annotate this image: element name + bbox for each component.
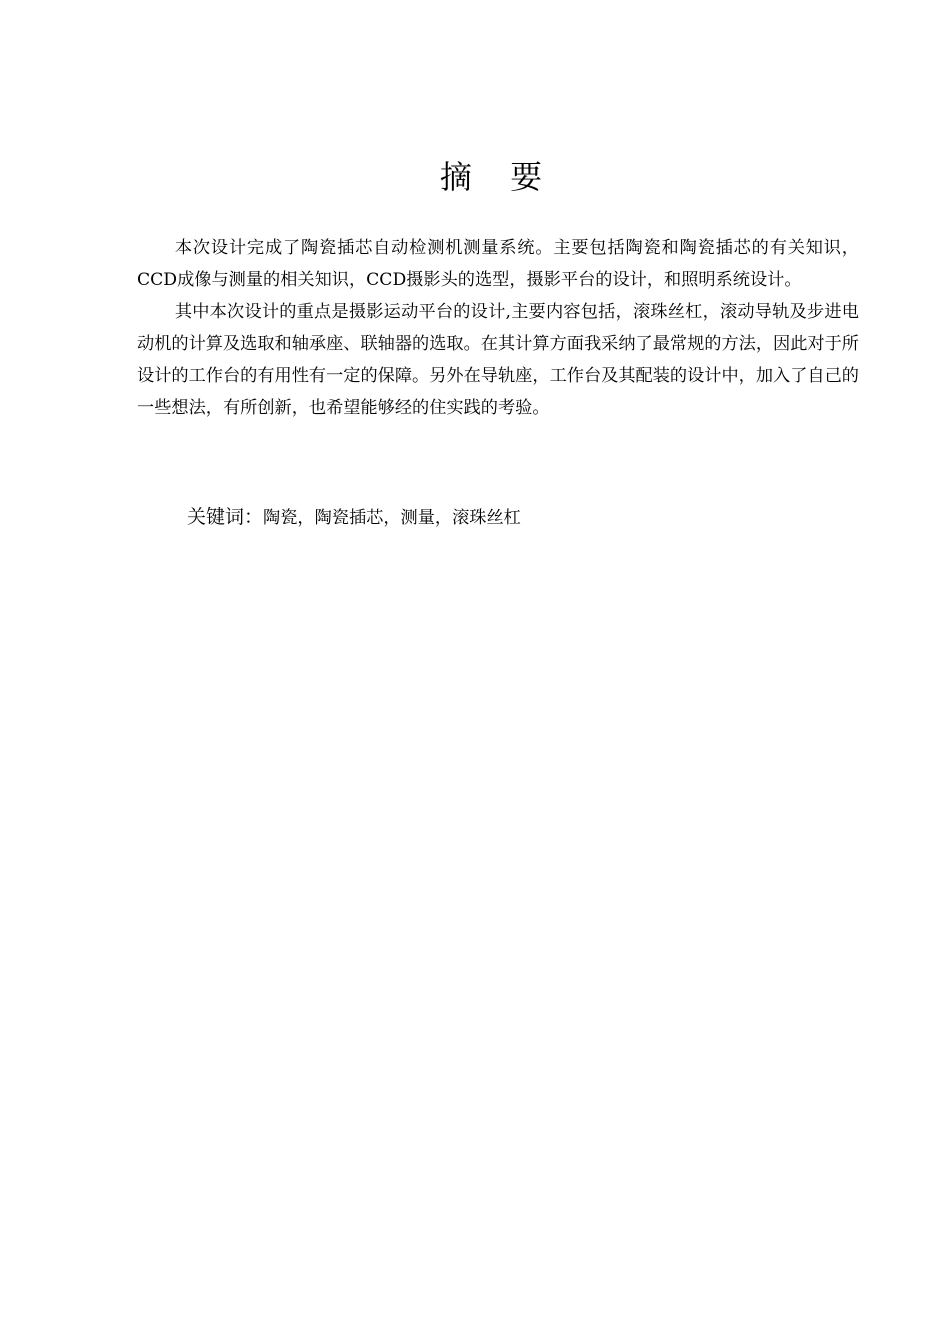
- abstract-paragraph-1: 本次设计完成了陶瓷插芯自动检测机测量系统。主要包括陶瓷和陶瓷插芯的有关知识，CCD成像与测量的相关知识，CCD摄影头的选型，摄影平台的设计，和照明系统设计。: [137, 238, 859, 290]
- abstract-paragraph-2: 其中本次设计的重点是摄影运动平台的设计,主要内容包括，滚珠丝杠，滚动导轨及步进电动机的计算及选取和轴承座、联轴器的选取。在其计算方面我采纳了最常规的方法，因此对于所设计的工作台的有用性有一定的保障。另外在导轨座，工作台及其配装的设计中，加入了自己的一些想法，有所创新，也希望能够经的住实践的考验。: [137, 302, 859, 418]
- keywords-line: [187, 502, 521, 533]
- keywords-text: 陶瓷，陶瓷插芯，测量，滚珠丝杠: [263, 508, 521, 528]
- keywords-label: 关键词：: [187, 506, 264, 528]
- page-title: 摘 要: [439, 158, 557, 196]
- abstract-body: [137, 232, 859, 424]
